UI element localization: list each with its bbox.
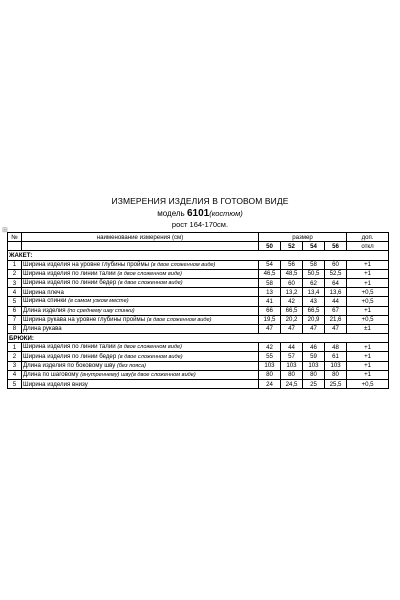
measurement-name: Ширина изделия по линии бедер bbox=[23, 352, 117, 360]
measurements-table bbox=[7, 232, 389, 389]
header-row-2 bbox=[8, 242, 389, 251]
size-value: 80 bbox=[325, 370, 347, 379]
section-row bbox=[8, 251, 389, 260]
size-value: 103 bbox=[259, 361, 281, 370]
col-size-header: размер bbox=[259, 233, 347, 242]
row-number: 5 bbox=[8, 297, 22, 306]
size-value: 42 bbox=[259, 343, 281, 352]
tolerance-value: +1 bbox=[347, 260, 389, 269]
section-title: БРЮКИ: bbox=[8, 334, 389, 343]
size-header: 50 bbox=[259, 242, 281, 251]
size-value: 47 bbox=[281, 324, 303, 333]
row-number: 2 bbox=[8, 269, 22, 278]
size-value: 67 bbox=[325, 306, 347, 315]
measurement-note: (в двое сложенном виде) bbox=[117, 344, 183, 351]
tolerance-value: +1 bbox=[347, 361, 389, 370]
size-value: 41 bbox=[259, 297, 281, 306]
size-value: 24 bbox=[259, 380, 281, 389]
measurement-name: Длина изделия bbox=[23, 306, 66, 314]
size-value: 50,5 bbox=[303, 269, 325, 278]
measurement-name: Ширина изделия по линии талии bbox=[23, 269, 116, 277]
size-value: 44 bbox=[325, 297, 347, 306]
size-value: 103 bbox=[325, 361, 347, 370]
size-value: 25,5 bbox=[325, 380, 347, 389]
table-row bbox=[8, 278, 389, 287]
measurement-name-cell bbox=[22, 324, 259, 333]
height-range: рост 164-170см. bbox=[171, 220, 229, 229]
size-value: 48,5 bbox=[281, 269, 303, 278]
measurement-name: Ширина изделия внизу bbox=[23, 380, 88, 388]
measurement-name-cell bbox=[22, 352, 259, 361]
tolerance-value: +1 bbox=[347, 278, 389, 287]
size-value: 19,5 bbox=[259, 315, 281, 324]
size-value: 66 bbox=[259, 306, 281, 315]
size-value: 21,6 bbox=[325, 315, 347, 324]
table-row bbox=[8, 269, 389, 278]
tolerance-value: +0,5 bbox=[347, 380, 389, 389]
size-value: 46 bbox=[303, 343, 325, 352]
measurement-name: Ширина плеча bbox=[23, 288, 64, 296]
size-value: 62 bbox=[303, 278, 325, 287]
measurement-name-cell bbox=[22, 315, 259, 324]
size-value: 46,5 bbox=[259, 269, 281, 278]
table-row bbox=[8, 297, 389, 306]
size-value: 13,6 bbox=[325, 288, 347, 297]
measurement-name: Ширина рукава на уровне глубины проймы bbox=[23, 315, 146, 323]
tolerance-value: +1 bbox=[347, 306, 389, 315]
size-value: 42 bbox=[281, 297, 303, 306]
size-value: 47 bbox=[325, 324, 347, 333]
measurement-name-cell bbox=[22, 297, 259, 306]
row-number: 4 bbox=[8, 370, 22, 379]
table-row bbox=[8, 370, 389, 379]
size-header: 54 bbox=[303, 242, 325, 251]
measurement-name-cell bbox=[22, 260, 259, 269]
size-value: 58 bbox=[303, 260, 325, 269]
size-value: 66,5 bbox=[303, 306, 325, 315]
measurement-note: (в самом узком месте) bbox=[68, 298, 129, 305]
size-value: 59 bbox=[303, 352, 325, 361]
measurement-name-cell bbox=[22, 306, 259, 315]
row-number: 7 bbox=[8, 315, 22, 324]
col-tol-header-2: откл bbox=[347, 242, 389, 251]
size-value: 103 bbox=[281, 361, 303, 370]
row-number: 4 bbox=[8, 288, 22, 297]
size-value: 47 bbox=[303, 324, 325, 333]
size-value: 66,5 bbox=[281, 306, 303, 315]
measurement-name: Длина рукава bbox=[23, 325, 62, 333]
measurement-note: (без пояса) bbox=[116, 362, 147, 369]
row-number: 8 bbox=[8, 324, 22, 333]
section-title: ЖАКЕТ: bbox=[8, 251, 389, 260]
size-value: 55 bbox=[259, 352, 281, 361]
tolerance-value: ±1 bbox=[347, 324, 389, 333]
measurement-name: Ширина спинки bbox=[23, 297, 67, 305]
size-value: 60 bbox=[325, 260, 347, 269]
table-row bbox=[8, 260, 389, 269]
table-row bbox=[8, 352, 389, 361]
row-number: 3 bbox=[8, 361, 22, 370]
col-tol-header-1: доп. bbox=[347, 233, 389, 242]
row-number: 2 bbox=[8, 352, 22, 361]
size-value: 20,2 bbox=[281, 315, 303, 324]
tolerance-value: +0,5 bbox=[347, 297, 389, 306]
table-row bbox=[8, 324, 389, 333]
size-value: 44 bbox=[281, 343, 303, 352]
row-number: 3 bbox=[8, 278, 22, 287]
size-value: 56 bbox=[281, 260, 303, 269]
measurement-note: (в двое сложенном виде) bbox=[150, 261, 216, 268]
size-value: 61 bbox=[325, 352, 347, 361]
document-title: ИЗМЕРЕНИЯ ИЗДЕЛИЯ В ГОТОВОМ ВИДЕ bbox=[111, 196, 289, 206]
table-row bbox=[8, 315, 389, 324]
row-number: 6 bbox=[8, 306, 22, 315]
measurement-name-cell bbox=[22, 288, 259, 297]
row-number: 1 bbox=[8, 343, 22, 352]
measurement-note: (в двое сложенном виде) bbox=[146, 316, 212, 323]
measurement-name-cell bbox=[22, 278, 259, 287]
model-line bbox=[0, 208, 400, 219]
size-value: 80 bbox=[303, 370, 325, 379]
table-row bbox=[8, 306, 389, 315]
size-value: 13,2 bbox=[281, 288, 303, 297]
measurement-name: Ширина изделия по линии талии bbox=[23, 343, 116, 351]
col-name-header: наименование измерения (см) bbox=[22, 233, 259, 242]
measurement-name-cell bbox=[22, 343, 259, 352]
table-row bbox=[8, 288, 389, 297]
col-no-header: № bbox=[8, 233, 22, 242]
col-name-header-cont bbox=[22, 242, 259, 251]
measurement-name-cell bbox=[22, 370, 259, 379]
size-value: 47 bbox=[259, 324, 281, 333]
size-value: 13,4 bbox=[303, 288, 325, 297]
table-row bbox=[8, 343, 389, 352]
tolerance-value: +1 bbox=[347, 343, 389, 352]
size-header: 56 bbox=[325, 242, 347, 251]
size-value: 52,5 bbox=[325, 269, 347, 278]
size-value: 20,9 bbox=[303, 315, 325, 324]
table-row bbox=[8, 380, 389, 389]
tolerance-value: +0,5 bbox=[347, 288, 389, 297]
size-header: 52 bbox=[281, 242, 303, 251]
size-value: 80 bbox=[259, 370, 281, 379]
row-number: 5 bbox=[8, 380, 22, 389]
size-value: 48 bbox=[325, 343, 347, 352]
measurement-name-cell bbox=[22, 380, 259, 389]
model-number: 6101 bbox=[186, 208, 210, 219]
tolerance-value: +1 bbox=[347, 269, 389, 278]
size-value: 24,5 bbox=[281, 380, 303, 389]
size-value: 54 bbox=[259, 260, 281, 269]
measurement-name: Длина по шаговому bbox=[23, 370, 79, 378]
measurement-name: Ширина изделия на уровне глубины проймы bbox=[23, 260, 150, 268]
measurement-note: (внутреннему) шву(в двое сложенном виде) bbox=[80, 371, 196, 378]
size-value: 13 bbox=[259, 288, 281, 297]
size-value: 64 bbox=[325, 278, 347, 287]
measurement-name: Длина изделия по боковому шву bbox=[23, 361, 116, 369]
size-value: 58 bbox=[259, 278, 281, 287]
tolerance-value: +1 bbox=[347, 370, 389, 379]
table-row bbox=[8, 361, 389, 370]
size-value: 103 bbox=[303, 361, 325, 370]
measurement-note: (в двое сложенном виде) bbox=[117, 353, 183, 360]
model-note: (костюм) bbox=[209, 209, 243, 218]
measurement-name-cell bbox=[22, 269, 259, 278]
measurement-note: (в двое сложенном виде) bbox=[117, 270, 183, 277]
model-label: модель bbox=[157, 209, 185, 218]
measurement-name: Ширина изделия по линии бедер bbox=[23, 279, 117, 287]
size-value: 25 bbox=[303, 380, 325, 389]
header-row-1 bbox=[8, 233, 389, 242]
size-value: 57 bbox=[281, 352, 303, 361]
row-number: 1 bbox=[8, 260, 22, 269]
section-row bbox=[8, 334, 389, 343]
measurement-note: (в двое сложенном виде) bbox=[117, 280, 183, 287]
size-value: 60 bbox=[281, 278, 303, 287]
table-anchor-icon: ⊞ bbox=[2, 227, 8, 234]
size-value: 80 bbox=[281, 370, 303, 379]
size-value: 43 bbox=[303, 297, 325, 306]
measurement-name-cell bbox=[22, 361, 259, 370]
tolerance-value: +0,5 bbox=[347, 315, 389, 324]
measurement-note: (по среднему шву спинки) bbox=[67, 307, 135, 314]
tolerance-value: +1 bbox=[347, 352, 389, 361]
col-no-header-cont bbox=[8, 242, 22, 251]
